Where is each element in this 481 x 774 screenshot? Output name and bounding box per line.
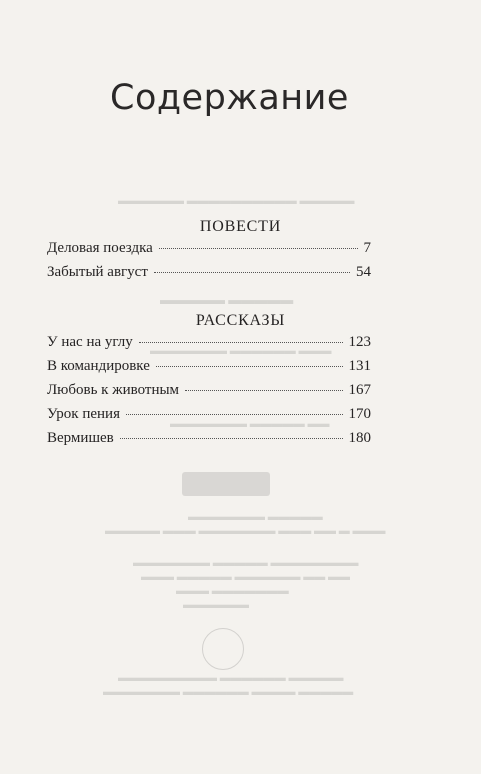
section-heading-novellas: ПОВЕСТИ xyxy=(199,218,282,235)
toc-entry-page: 131 xyxy=(348,358,371,374)
show-through-line: ▬▬▬▬▬▬▬ ▬▬▬▬▬ ▬▬▬▬▬▬▬▬ xyxy=(133,557,359,569)
toc-entry[interactable] xyxy=(47,264,371,284)
show-through-line: ▬▬▬▬▬▬ xyxy=(183,599,249,611)
toc-entry-title: У нас на углу xyxy=(47,334,133,350)
show-through-line: ▬▬▬ ▬▬▬▬▬▬▬ xyxy=(176,585,289,597)
toc-entry[interactable] xyxy=(47,358,371,378)
toc-entry-title: Любовь к животным xyxy=(47,382,180,398)
show-through-age-badge xyxy=(202,628,244,670)
show-through-line: ▬▬▬▬▬▬▬ ▬▬▬▬▬ ▬▬ xyxy=(170,418,330,430)
dot-leader xyxy=(154,271,350,273)
toc-entry-title: Деловая поездка xyxy=(47,240,153,256)
dot-leader xyxy=(126,413,343,415)
show-through-line: ▬▬▬▬▬ ▬▬▬▬▬ xyxy=(160,292,294,307)
show-through-line: ▬▬▬▬▬▬▬ ▬▬▬▬▬ xyxy=(188,511,323,523)
toc-entry[interactable] xyxy=(47,240,371,260)
toc-entry-title: Вермишев xyxy=(47,430,114,446)
toc-entry[interactable] xyxy=(47,334,371,354)
section-heading-stories: РАССКАЗЫ xyxy=(195,312,286,329)
dot-leader xyxy=(139,341,343,343)
show-through-line: ▬▬▬▬▬▬▬ ▬▬▬▬▬▬ ▬▬▬▬ ▬▬▬▬▬ xyxy=(103,686,354,698)
toc-entry-title: Урок пения xyxy=(47,406,120,422)
dot-leader xyxy=(156,365,343,367)
toc-entry-page: 123 xyxy=(348,334,371,350)
show-through-line: ▬▬▬▬▬ ▬▬▬ ▬▬▬▬▬▬▬ ▬▬▬ ▬▬ ▬ ▬▬▬ xyxy=(105,525,386,537)
toc-entry-page: 54 xyxy=(356,264,371,280)
dot-leader xyxy=(120,437,343,439)
toc-entry-title: Забытый август xyxy=(47,264,148,280)
page-title: Содержание xyxy=(110,78,349,118)
toc-entry[interactable] xyxy=(47,430,371,450)
toc-entry-page: 7 xyxy=(363,240,371,256)
toc-entry-page: 167 xyxy=(348,382,371,398)
dot-leader xyxy=(185,389,342,391)
show-through-line: ▬▬▬▬▬▬ ▬▬▬▬▬▬▬▬▬▬ ▬▬▬▬▬ xyxy=(118,195,355,207)
show-through-line: ▬▬▬▬▬▬▬ ▬▬▬▬▬▬ ▬▬▬ xyxy=(150,345,332,357)
dot-leader xyxy=(159,247,358,249)
toc-entry[interactable] xyxy=(47,382,371,402)
show-through-line: ▬▬▬▬▬▬▬▬▬ ▬▬▬▬▬▬ ▬▬▬▬▬ xyxy=(118,672,344,684)
toc-entry-page: 180 xyxy=(348,430,371,446)
toc-entry[interactable] xyxy=(47,406,371,426)
toc-entry-title: В командировке xyxy=(47,358,150,374)
show-through-line: ▬▬▬ ▬▬▬▬▬ ▬▬▬▬▬▬ ▬▬ ▬▬ xyxy=(141,571,350,583)
toc-entry-page: 170 xyxy=(348,406,371,422)
show-through-logo xyxy=(182,472,270,496)
